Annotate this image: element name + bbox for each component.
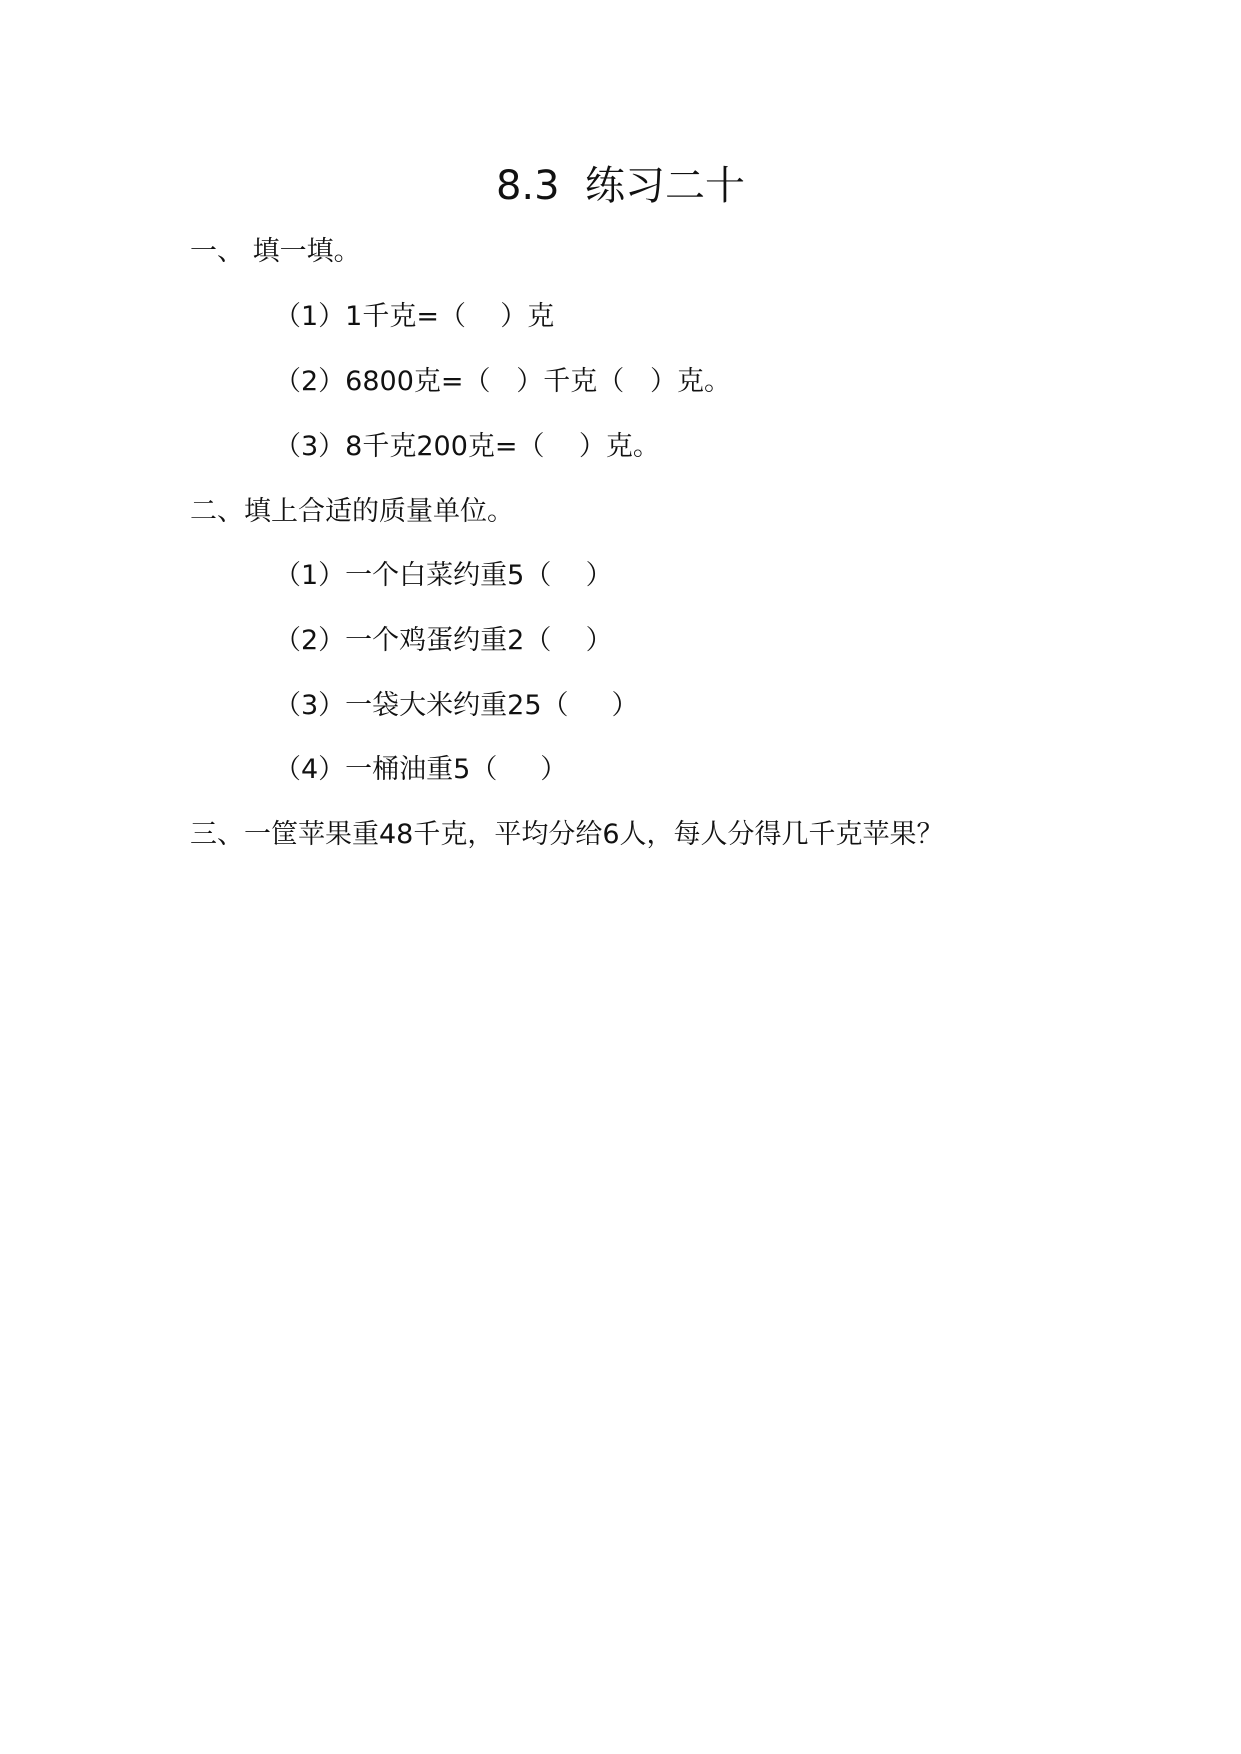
section-1-item-2: （2）6800克=（ ）千克（ ）克。 [274, 366, 732, 397]
section-1-heading: 一、 填一填。 [190, 236, 361, 267]
page-title: 8.3 练习二十 [495, 163, 746, 209]
section-2-item-2: （2）一个鸡蛋约重2（ ） [274, 625, 613, 656]
section-3-heading: 三、一筐苹果重48千克，平均分给6人，每人分得几千克苹果？ [190, 819, 944, 850]
section-2-item-3: （3）一袋大米约重25（ ） [274, 690, 639, 721]
section-2-item-4: （4）一桶油重5（ ） [274, 754, 568, 785]
section-2-item-1: （1）一个白菜约重5（ ） [274, 560, 613, 591]
section-2-heading: 二、填上合适的质量单位。 [190, 496, 514, 527]
section-1-item-1: （1）1千克=（ ）克 [274, 301, 555, 332]
section-1-item-3: （3）8千克200克=（ ）克。 [274, 431, 660, 462]
